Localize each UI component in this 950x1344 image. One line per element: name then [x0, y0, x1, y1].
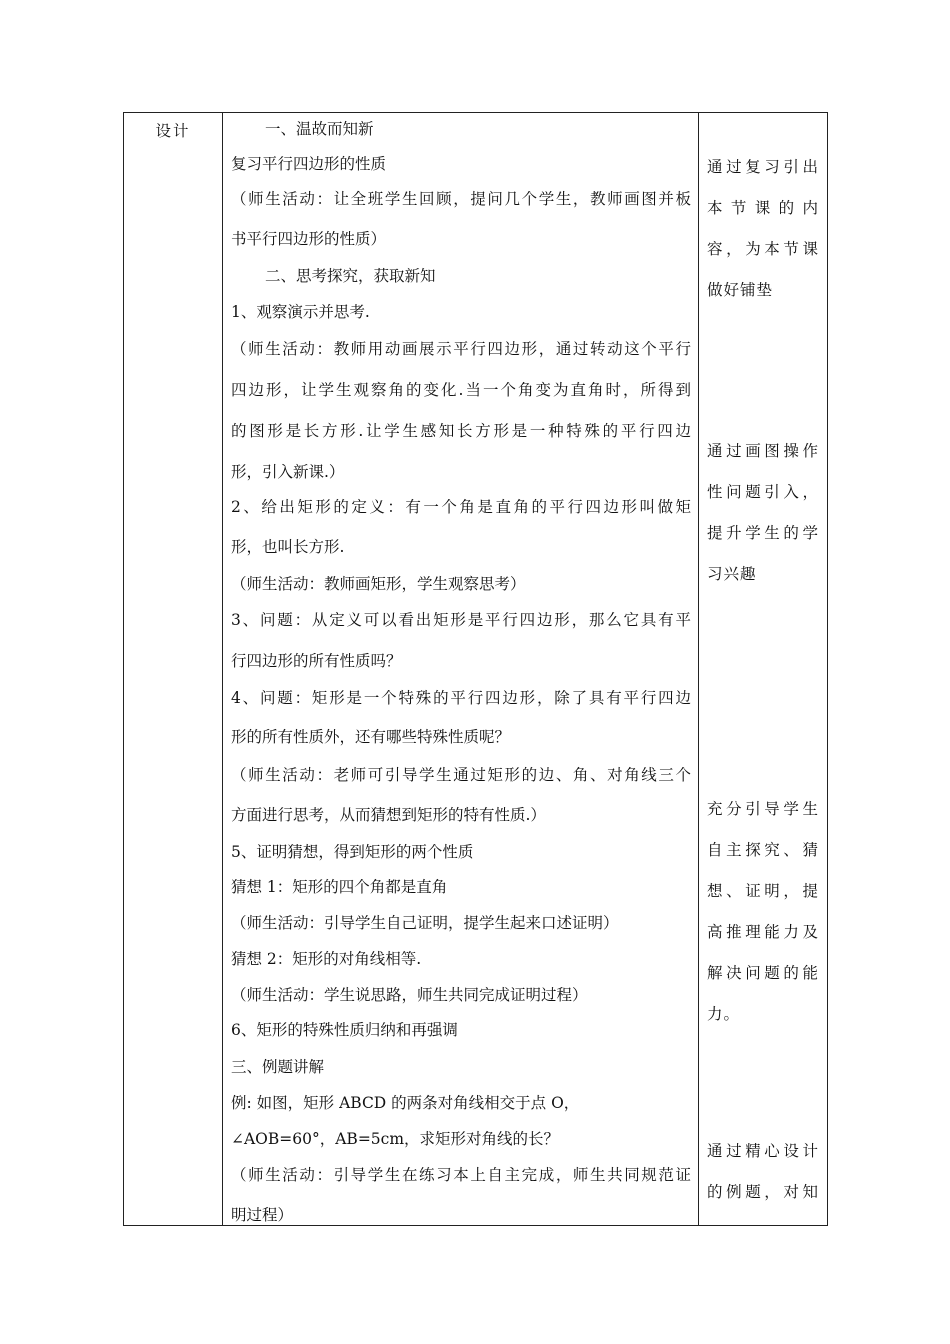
content-line: （师生活动：学生说思路，师生共同完成证明过程） — [231, 986, 588, 1004]
content-line: 5、证明猜想，得到矩形的两个性质 — [231, 843, 474, 861]
note-line: 通过复习引出 — [707, 158, 819, 176]
note-line: 提升学生的学 — [707, 524, 819, 542]
note-line: 充分引导学生 — [707, 800, 819, 818]
content-line: （师生活动：让全班学生回顾，提问几个学生，教师画图并板 — [231, 190, 691, 208]
note-line: 做好铺垫 — [707, 281, 774, 299]
note-line: 性问题引入， — [707, 483, 819, 501]
content-line: 方面进行思考，从而猜想到矩形的特有性质.） — [231, 806, 546, 824]
content-line: （师生活动：教师画矩形，学生观察思考） — [231, 575, 526, 593]
content-line: 的图形是长方形.让学生感知长方形是一种特殊的平行四边 — [231, 422, 691, 440]
content-line: 形的所有性质外，还有哪些特殊性质呢？ — [231, 728, 511, 746]
note-line: 通过画图操作 — [707, 442, 819, 460]
note-line: 力。 — [707, 1005, 741, 1023]
column-divider — [222, 113, 223, 1225]
note-block — [707, 431, 819, 595]
content-line: 复习平行四边形的性质 — [231, 155, 387, 173]
content-line: 猜想 1：矩形的四个角都是直角 — [231, 878, 448, 896]
note-line: 的例题，对知 — [707, 1183, 819, 1201]
content-line: 形，也叫长方形. — [231, 538, 345, 556]
content-line: 3、问题：从定义可以看出矩形是平行四边形，那么它具有平 — [231, 611, 691, 629]
note-block — [707, 789, 819, 1035]
content-line: （师生活动：教师用动画展示平行四边形，通过转动这个平行 — [231, 340, 691, 358]
note-line: 通过精心设计 — [707, 1142, 819, 1160]
note-line: 想、证明，提 — [707, 882, 819, 900]
content-line: 2、给出矩形的定义：有一个角是直角的平行四边形叫做矩 — [231, 498, 691, 516]
content-line: 6、矩形的特殊性质归纳和再强调 — [231, 1021, 458, 1039]
content-line: 1、观察演示并思考. — [231, 303, 370, 321]
note-line: 本节课的内 — [707, 199, 819, 217]
lesson-design-table — [123, 112, 828, 1226]
content-line: 例: 如图，矩形 ABCD 的两条对角线相交于点 O， — [231, 1094, 580, 1112]
note-line: 容，为本节课 — [707, 240, 819, 258]
note-block — [707, 147, 819, 311]
row-label: 设计 — [155, 122, 191, 140]
content-line: 四边形，让学生观察角的变化.当一个角变为直角时，所得到 — [231, 381, 691, 399]
content-line: 书平行四边形的性质） — [231, 230, 387, 248]
content-line: 行四边形的所有性质吗？ — [231, 652, 402, 670]
content-line: （师生活动：老师可引导学生通过矩形的边、角、对角线三个 — [231, 766, 691, 784]
section-heading: 一、温故而知新 — [265, 120, 374, 138]
note-line: 自主探究、猜 — [707, 841, 819, 859]
note-block — [707, 1131, 819, 1213]
content-line: 形，引入新课.） — [231, 463, 345, 481]
column-divider — [698, 113, 699, 1225]
content-line: 猜想 2：矩形的对角线相等. — [231, 950, 422, 968]
note-line: 高推理能力及 — [707, 923, 819, 941]
content-line: 明过程） — [231, 1206, 294, 1224]
note-line: 习兴趣 — [707, 565, 757, 583]
section-heading: 三、例题讲解 — [231, 1058, 325, 1076]
content-line: 4、问题：矩形是一个特殊的平行四边形，除了具有平行四边 — [231, 689, 691, 707]
note-line: 解决问题的能 — [707, 964, 819, 982]
content-line: （师生活动：引导学生在练习本上自主完成，师生共同规范证 — [231, 1166, 691, 1184]
content-line: ∠AOB=60°，AB=5cm，求矩形对角线的长？ — [231, 1130, 560, 1148]
content-line: （师生活动：引导学生自己证明，提学生起来口述证明） — [231, 914, 619, 932]
section-heading: 二、思考探究，获取新知 — [265, 267, 436, 285]
